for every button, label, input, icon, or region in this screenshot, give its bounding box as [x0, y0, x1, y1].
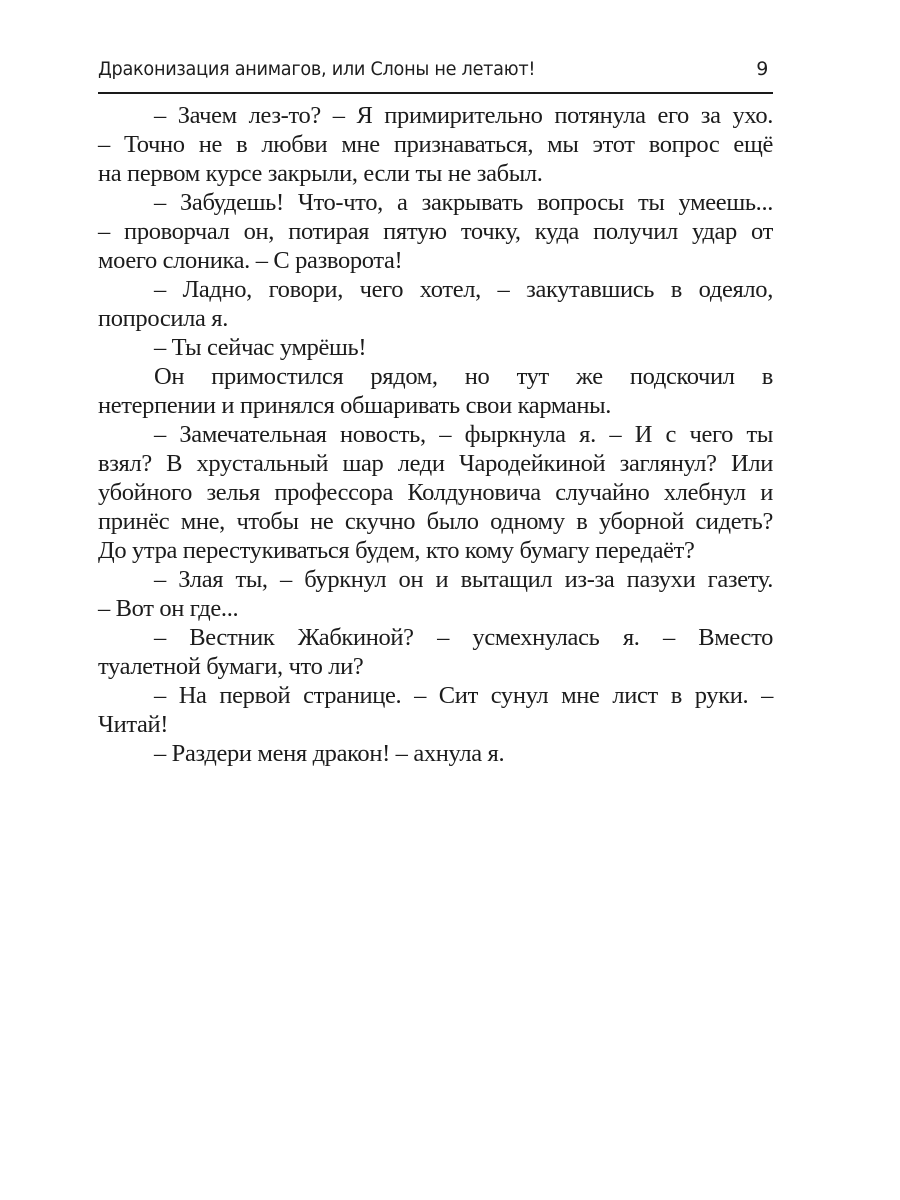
text-line: – Точно не в любви мне признаваться, мы этот вопрос ещё: [98, 131, 773, 158]
text-line: попросила я.: [98, 305, 228, 332]
running-header: [98, 58, 770, 88]
text-line: туалетной бумаги, что ли?: [98, 653, 364, 680]
text-line: – Ты сейчас умрёшь!: [154, 334, 367, 361]
text-line: До утра перестукиваться будем, кто кому бумагу передаёт?: [98, 537, 695, 564]
text-line: Он примостился рядом, но тут же подскочил в: [154, 363, 773, 390]
header-divider: [98, 92, 773, 94]
book-title: Драконизация анимагов, или Слоны не летают!: [98, 58, 536, 80]
text-line: убойного зелья профессора Колдуновича случайно хлебнул и: [98, 479, 773, 506]
text-line: – Ладно, говори, чего хотел, – закутавшись в одеяло,: [154, 276, 773, 303]
text-line: Читай!: [98, 711, 169, 738]
text-line: – Злая ты, – буркнул он и вытащил из-за пазухи газету.: [154, 566, 773, 593]
text-line: – Замечательная новость, – фыркнула я. – И с чего ты: [154, 421, 773, 448]
text-line: нетерпении и принялся обшаривать свои карманы.: [98, 392, 612, 419]
text-line: – Забудешь! Что-что, а закрывать вопросы ты умеешь...: [154, 189, 773, 216]
text-line: моего слоника. – С разворота!: [98, 247, 403, 274]
text-line: принёс мне, чтобы не скучно было одному в уборной сидеть?: [98, 508, 773, 535]
body-text: [98, 101, 773, 768]
text-line: – Раздери меня дракон! – ахнула я.: [154, 740, 505, 767]
text-line: взял? В хрустальный шар леди Чародейкиной заглянул? Или: [98, 450, 773, 477]
text-line: – Вот он где...: [98, 595, 239, 622]
text-line: на первом курсе закрыли, если ты не забыл.: [98, 160, 543, 187]
text-line: – Вестник Жабкиной? – усмехнулась я. – Вместо: [154, 624, 773, 651]
text-line: – Зачем лез-то? – Я примирительно потянула его за ухо.: [154, 102, 773, 129]
page-number: 9: [756, 58, 768, 80]
text-line: – проворчал он, потирая пятую точку, куда получил удар от: [98, 218, 773, 245]
text-line: – На первой странице. – Сит сунул мне лист в руки. –: [154, 682, 773, 709]
